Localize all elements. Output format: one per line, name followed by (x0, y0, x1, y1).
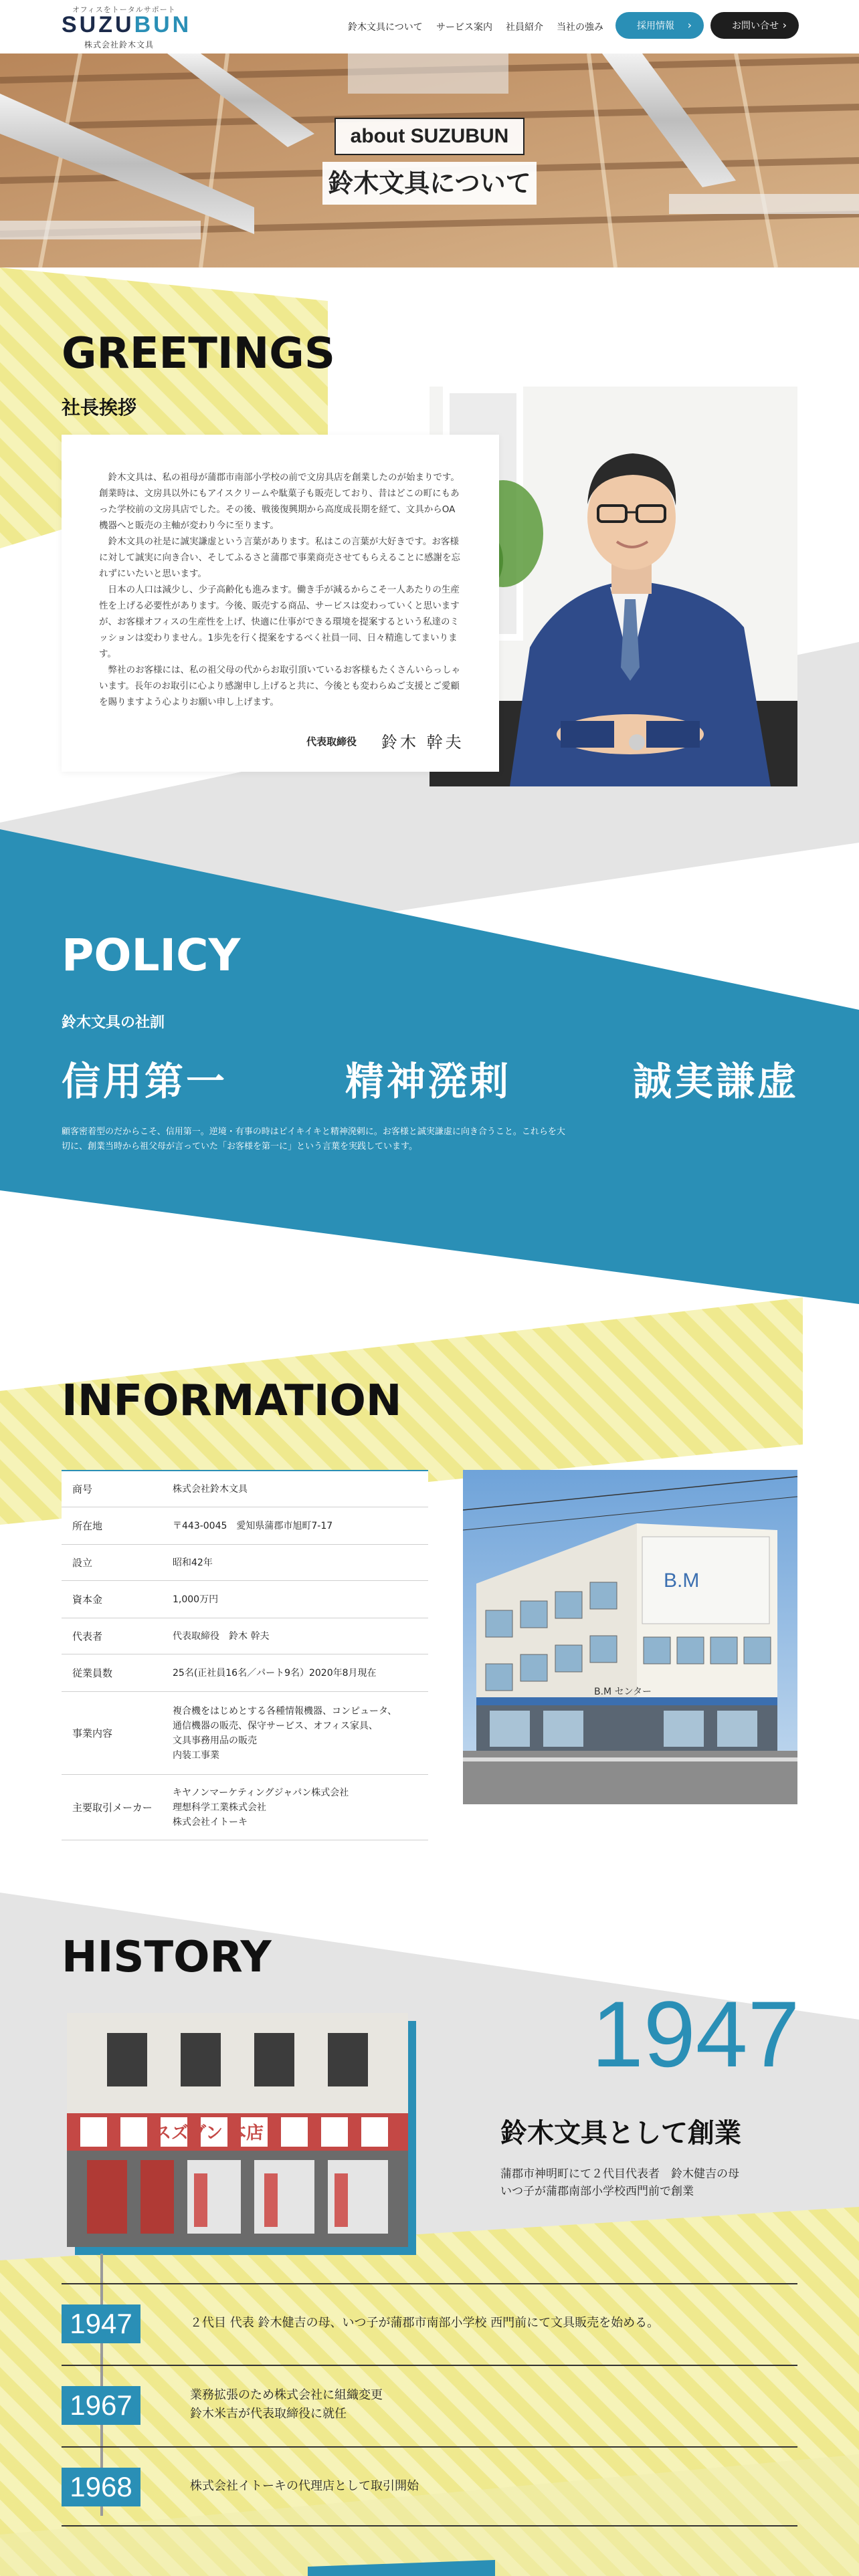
greetings-message-card (62, 435, 499, 772)
row-label: 事業内容 (72, 1727, 113, 1739)
row-value: 株式会社鈴木文具 (173, 1483, 248, 1495)
table-row (62, 1692, 428, 1775)
greetings-heading: GREETINGS (62, 329, 335, 379)
nav-services[interactable]: サービス案内 (436, 22, 492, 33)
contact-button[interactable] (710, 12, 799, 39)
motto-1: 信用第一 (62, 1059, 228, 1104)
policy-subheading: 鈴木文具の社訓 (62, 1014, 165, 1031)
hero-banner (0, 53, 859, 267)
row-label: 設立 (72, 1557, 93, 1569)
nav-strengths[interactable]: 当社の強み (557, 22, 603, 33)
row-label: 主要取引メーカー (72, 1802, 153, 1814)
signature-name: 鈴木 幹夫 (381, 733, 464, 752)
timeline-item (62, 2283, 797, 2365)
contact-button-label: お問い合せ (732, 21, 779, 31)
timeline-text: 株式会社イトーキの代理店として取引開始 (190, 2479, 419, 2493)
featured-year: 1947 (591, 1981, 800, 2086)
motto-3: 誠実謙虚 (633, 1059, 799, 1104)
row-label: 所在地 (72, 1520, 103, 1532)
row-label: 従業員数 (72, 1667, 113, 1679)
greetings-paragraph: 弊社のお客様には、私の祖父母の代からお取引頂いているお客様もたくさんいらっしゃいます。長年のお取引に心より感謝申し上げると共に、今後とも変わらぬご支援とご愛顧を賜りますよう心よりお願い申し上げます。 (99, 665, 460, 708)
table-row (62, 1775, 428, 1840)
signature-role: 代表取締役 (306, 736, 357, 748)
information-heading: INFORMATION (62, 1376, 402, 1426)
featured-description: 蒲郡市神明町にて２代目代表者 鈴木健吉の母 いつ子が蒲郡南部小学校西門前で創業 (500, 2167, 739, 2198)
greetings-paragraph: 鈴木文具の社是に誠実謙虚という言葉があります。私はこの言葉が大好きです。お客様に対して誠実に向き合い、そしてふるさと蒲郡で事業商売させてもらえることに感謝を忘れずにいたいと思います。 (99, 536, 460, 579)
row-value: 〒443-0045 愛知県蒲郡市旭町7-17 (173, 1520, 333, 1531)
logo-company-name: 株式会社鈴木文具 (84, 40, 155, 49)
table-row (62, 1581, 428, 1618)
svg-text:B.M: B.M (664, 1570, 700, 1592)
site-header (0, 0, 859, 53)
logo-tagline: オフィスをトータルサポート (72, 5, 176, 14)
office-building-photo (463, 1470, 797, 1804)
row-value: キヤノンマーケティングジャパン株式会社 理想科学工業株式会社 株式会社イトーキ (173, 1787, 349, 1828)
recruit-button-label: 採用情報 (637, 21, 674, 31)
old-shop-photo (67, 2013, 408, 2247)
timeline-text: ２代目 代表 鈴木健吉の母、いつ子が蒲郡市南部小学校 西門前にて文具販売を始める。 (190, 2316, 660, 2330)
row-value: 25名(正社員16名／パート9名）2020年8月現在 (173, 1667, 377, 1679)
row-label: 商号 (72, 1483, 93, 1495)
table-row (62, 1507, 428, 1545)
recruit-button[interactable] (615, 12, 704, 39)
table-row (62, 1618, 428, 1654)
timeline-year: 1968 (62, 2468, 140, 2506)
table-row (62, 1471, 428, 1507)
hero-ceiling-image (0, 53, 859, 267)
policy-heading: POLICY (62, 930, 241, 981)
timeline-text: 業務拡張のため株式会社に組織変更 鈴木米吉が代表取締役に就任 (190, 2388, 383, 2421)
nav-staff[interactable]: 社員紹介 (506, 22, 543, 33)
row-value: 昭和42年 (173, 1557, 213, 1568)
greetings-message (99, 469, 460, 710)
table-row (62, 1654, 428, 1692)
greetings-paragraph: 鈴木文具は、私の祖母が蒲郡市南部小学校の前で文房具店を創業したのが始まりです。創業時は、文房具以外にもアイスクリームや駄菓子も販売しており、昔はどこの町にもあった学校前の文房具店でした。その後、戦後復興期から高度成長期を経て、文具からOA 機器へと販売の主軸が変わり今に至ります。 (99, 472, 460, 531)
timeline-year: 1947 (62, 2304, 140, 2343)
shop-sign-text: スズブン 本店 (154, 2123, 264, 2143)
greetings-paragraph: 日本の人口は減少し、少子高齢化も進みます。働き手が減るからこそ一人あたりの生産性を上げる必要性があります。今後、販売する商品、サービスは変わっていくと思いますが、お客様オフィスの生産性を上げ、快適に仕事ができる環境を提案するという私達のミッションは変わりません。1歩先を行く提案をするべく社員一同、日々精進してまいります。 (99, 584, 460, 659)
motto-2: 精神溌剌 (345, 1059, 512, 1104)
greetings-subheading: 社長挨拶 (62, 397, 137, 419)
timeline-item (62, 2365, 797, 2446)
logo-wordmark: SUZUBUN (62, 12, 192, 37)
timeline-year: 1967 (62, 2386, 140, 2425)
timeline-item (62, 2446, 797, 2527)
history-heading: HISTORY (62, 1933, 272, 1982)
row-label: 資本金 (72, 1594, 103, 1606)
nav-about[interactable]: 鈴木文具について (348, 22, 423, 33)
row-label: 代表者 (72, 1630, 103, 1642)
building-sign-text: B.M センター (594, 1687, 652, 1697)
row-value: 代表取締役 鈴木 幹夫 (173, 1630, 270, 1642)
chevron-right-icon: › (687, 19, 692, 31)
featured-title: 鈴木文具として創業 (500, 2118, 741, 2149)
company-info-table (62, 1470, 428, 1840)
hero-subtitle: about SUZUBUN (335, 118, 524, 155)
policy-description: 顧客密着型のだからこそ、信用第一。逆境・有事の時はピイキイキと精神溌剌に。お客様と誠実謙虚に向き合うこと。これらを大切に、創業当時から祖父母が言っていた「お客様を第一に」という言葉を実践しています。 (62, 1127, 565, 1152)
row-value: 1,000万円 (173, 1594, 219, 1605)
table-row (62, 1545, 428, 1581)
row-value: 複合機をはじめとする各種情報機器、コンピュータ、 通信機器の販売、保守サービス、オフィス家具、 文具事務用品の販売 内装工事業 (173, 1705, 397, 1761)
page-title: 鈴木文具について (322, 162, 537, 205)
chevron-right-icon: › (782, 19, 787, 31)
